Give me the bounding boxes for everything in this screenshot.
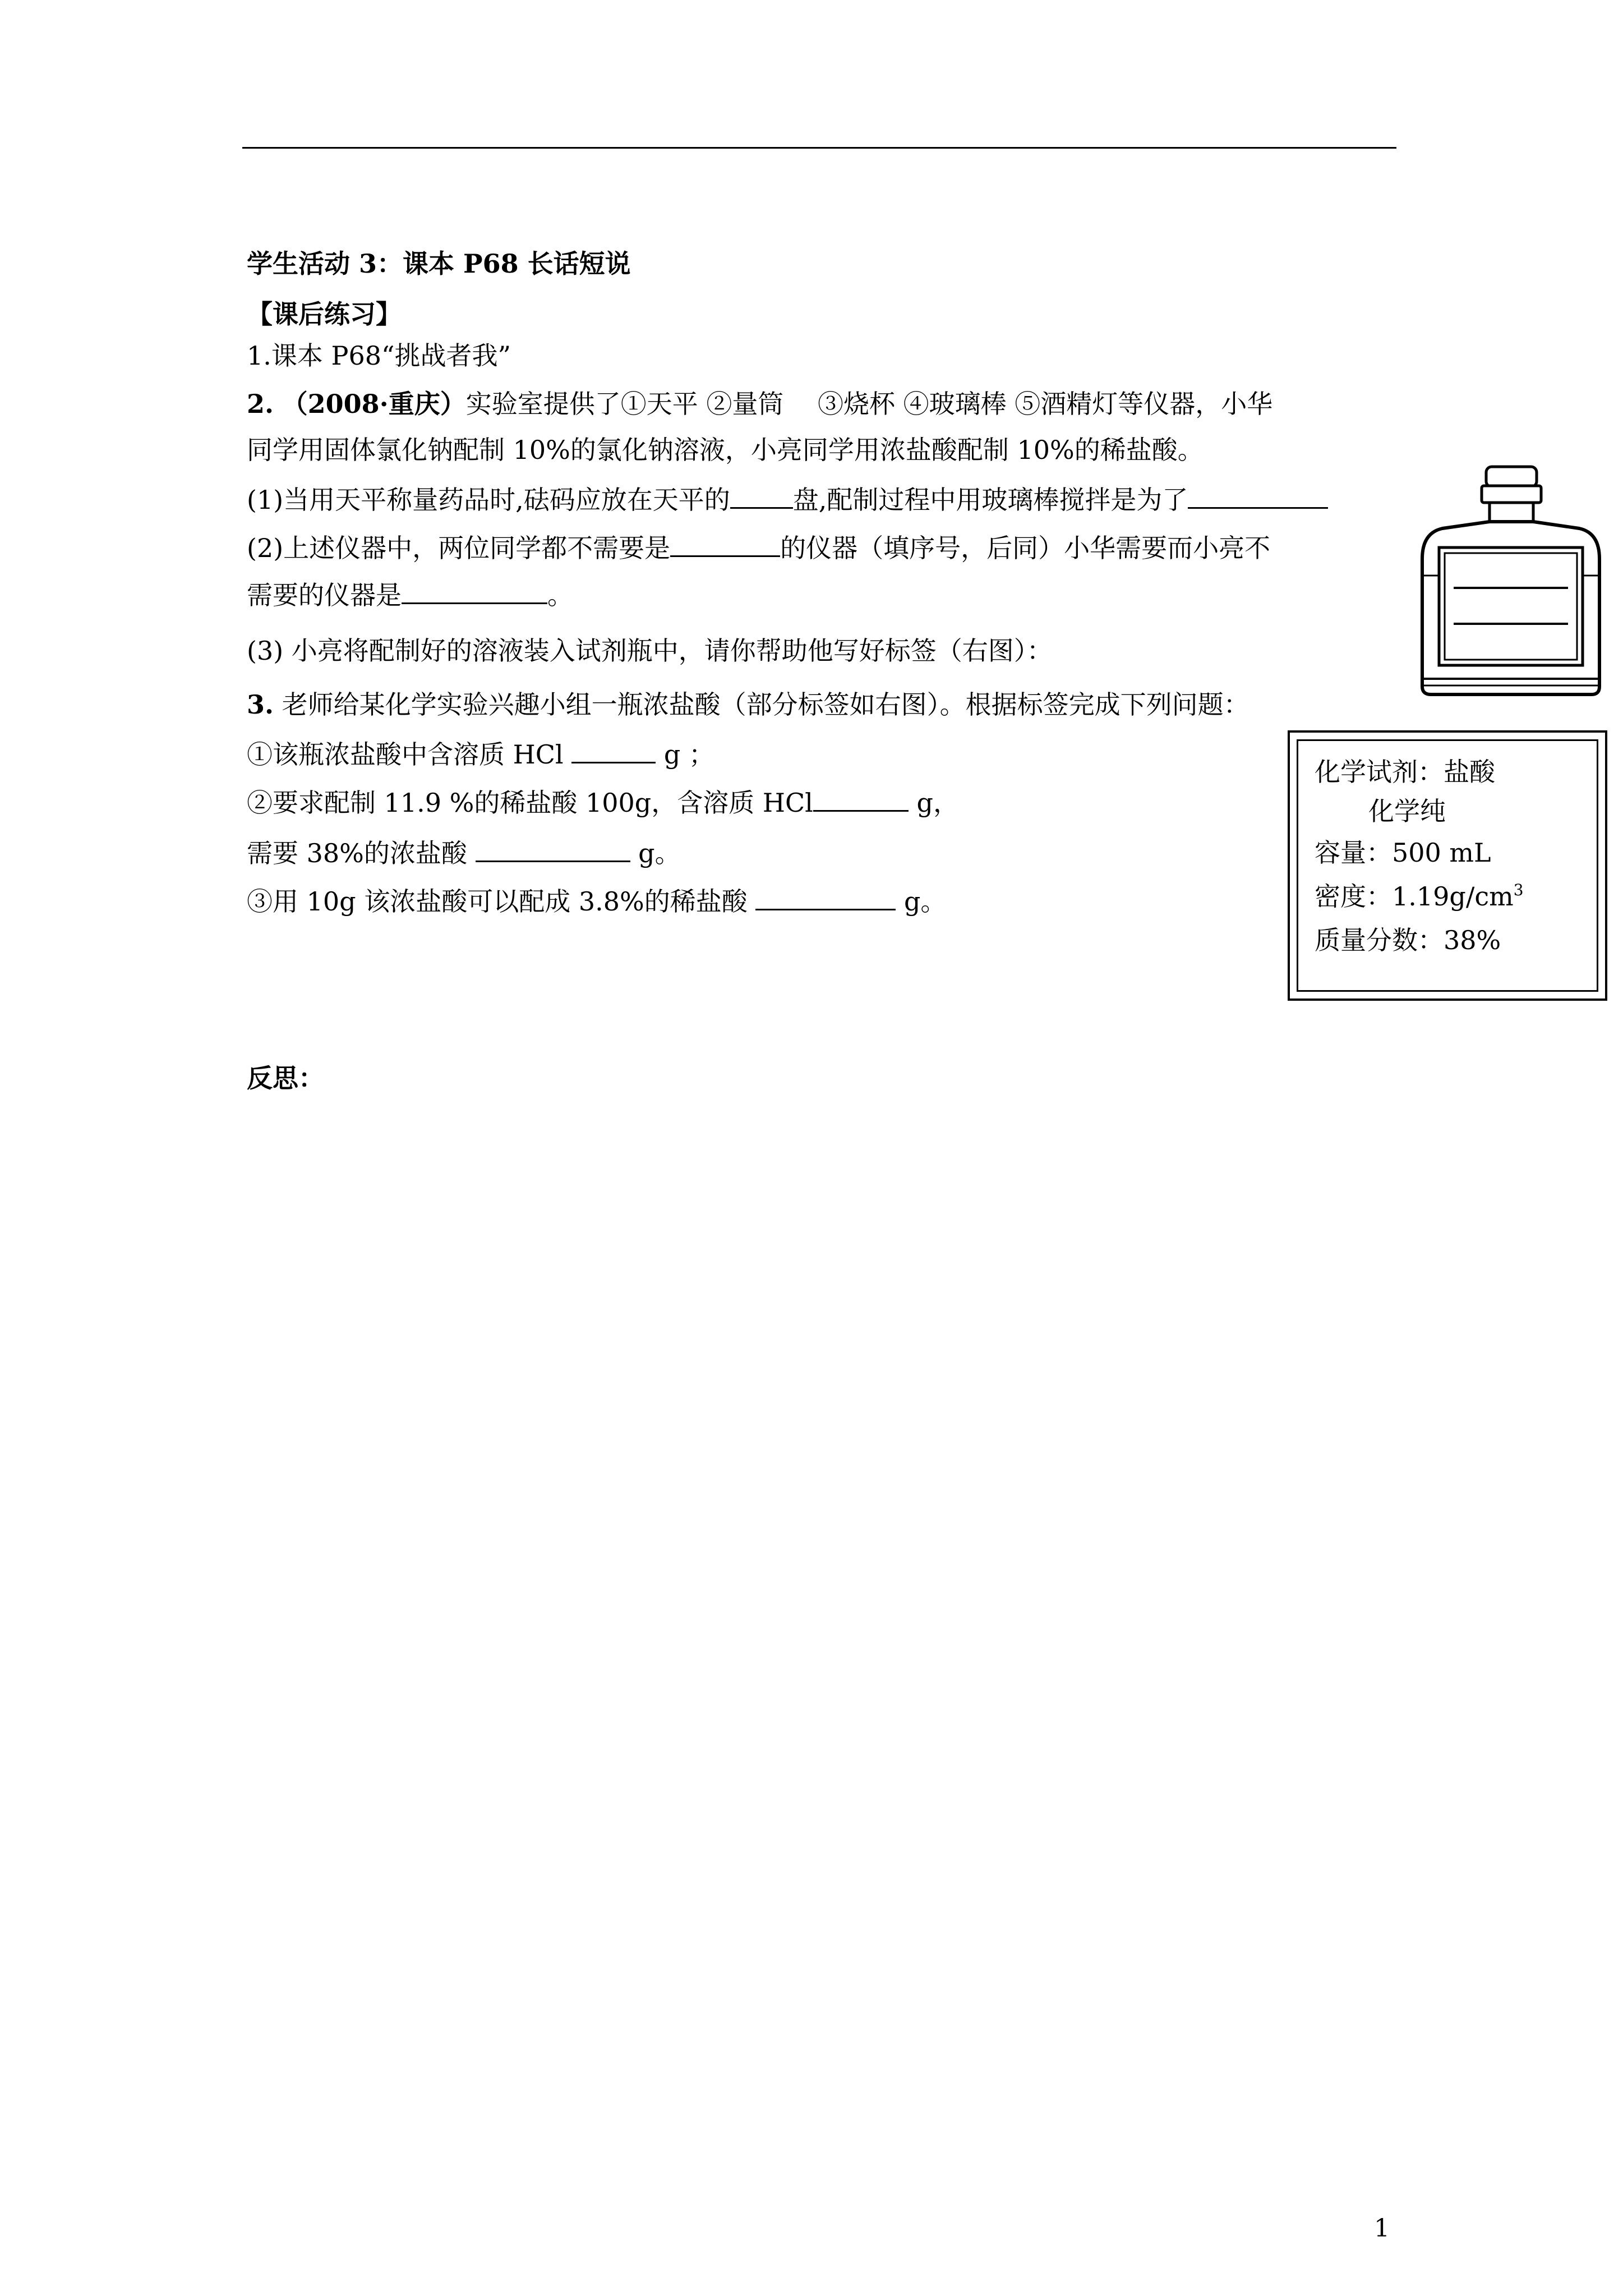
question-2-sub-3: (3) 小亮将配制好的溶液装入试剂瓶中，请你帮助他写好标签（右图）： [247,636,1053,666]
answer-blank-solute-mass[interactable] [813,785,909,812]
question-2-sub-1 [247,482,1328,517]
q3-part2-unit: g， [916,788,959,818]
label-reagent-name: 化学试剂：盐酸 [1315,757,1495,787]
section-title: 【课后练习】 [247,299,402,329]
activity-title: 学生活动 3：课本 P68 长话短说 [247,249,631,279]
q2-sub2-text-b: 的仪器（填序号，后同）小华需要而小亮不 [780,533,1271,563]
q3-part1-unit: g ； [663,739,714,770]
question-3-part-2 [247,785,959,820]
question-2-line-1 [247,387,1272,421]
answer-blank-unneeded[interactable] [670,531,780,557]
question-2-line-2: 同学用固体氯化钠配制 10%的氯化钠溶液，小亮同学用浓盐酸配制 10%的稀盐酸。 [247,435,1204,465]
header-rule [242,147,1396,149]
q2-intro: 实验室提供了①天平 ②量筒 ③烧杯 ④玻璃棒 ⑤酒精灯等仪器，小华 [465,389,1273,419]
label-density [1315,880,1524,913]
label-mass-fraction: 质量分数：38% [1315,925,1501,955]
q3-part2-unit-d: g。 [638,838,681,868]
reflection-heading: 反思： [247,1063,324,1093]
question-3-part-1 [247,737,714,771]
question-1: 1.课本 P68“挑战者我” [247,341,511,371]
page-number: 1 [1374,2214,1390,2243]
label-density-text: 密度：1.19g/cm [1315,881,1514,912]
q2-sub1-text-b: 盘,配制过程中用玻璃棒搅拌是为了 [792,485,1188,515]
q3-part3-text: ③用 10g 该浓盐酸可以配成 3.8%的稀盐酸 [247,886,748,917]
q2-sub1-text-a: (1)当用天平称量药品时,砝码应放在天平的 [247,485,730,515]
answer-blank-stir-purpose[interactable] [1188,482,1328,509]
answer-blank-hcl-mass[interactable] [571,737,656,763]
q3-number: 3. [247,689,274,720]
q2-sub2-text-c: 需要的仪器是 [247,580,402,610]
q3-part3-unit: g。 [903,886,947,917]
answer-blank-xiaohua-only[interactable] [402,578,547,604]
label-volume: 容量：500 mL [1315,838,1491,868]
question-3-part-2-cont [247,836,681,870]
q3-intro-text: 老师给某化学实验兴趣小组一瓶浓盐酸（部分标签如右图）。根据标签完成下列问题： [282,689,1249,720]
question-2-sub-2 [247,531,1270,565]
q2-sub2-text-a: (2)上述仪器中，两位同学都不需要是 [247,533,671,563]
reagent-bottle-image [1414,463,1605,699]
q3-part2-text: ②要求配制 11.9 %的稀盐酸 100g，含溶质 HCl [247,788,813,818]
question-2-sub-2-cont [247,578,573,612]
q3-part1-text: ①该瓶浓盐酸中含溶质 HCl [247,739,564,770]
q3-part2-text-c: 需要 38%的浓盐酸 [247,838,467,868]
question-3-part-3 [247,884,946,918]
answer-blank-dilute-mass[interactable] [755,884,896,910]
label-density-exponent: 3 [1513,881,1524,899]
q2-source: （2008·重庆） [282,389,466,419]
label-grade: 化学纯 [1368,796,1446,826]
q2-number: 2. [247,389,274,419]
q2-sub2-text-d: 。 [547,580,573,610]
answer-blank-conc-acid-mass[interactable] [476,836,630,862]
reagent-label-box [1288,730,1607,1001]
answer-blank-pan[interactable] [730,482,793,509]
question-3-intro [247,688,1249,721]
